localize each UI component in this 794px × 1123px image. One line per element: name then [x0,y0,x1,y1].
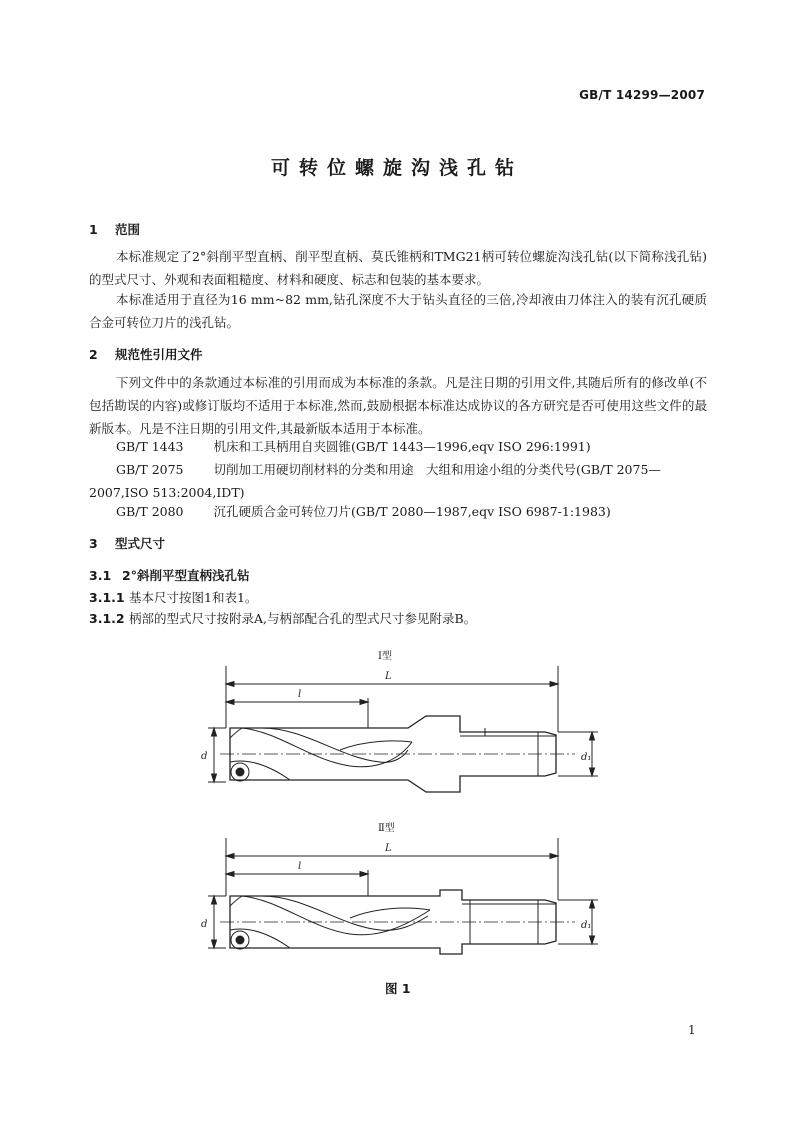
arrow-head [212,728,217,736]
insert-screw [236,936,244,944]
flute-line [230,896,242,906]
reference-code: GB/T 1443 [116,439,184,454]
standard-code: GB/T 14299—2007 [579,88,705,102]
flute-line [242,896,430,935]
section-1-heading [89,220,140,238]
section-3-heading [89,534,165,552]
page-number: 1 [688,1023,696,1037]
section-number: 2 [89,347,98,362]
arrow-head [360,872,368,877]
reference-text: 沉孔硬质合金可转位刀片(GB/T 2080—1987,eqv ISO 6987-1:1983) [213,504,611,519]
arrow-head [226,854,234,859]
clause-number: 3.1.2 [89,611,125,626]
section-1-paragraph-1: 本标准规定了2°斜削平型直柄、削平型直柄、莫氏锥柄和TMG21柄可转位螺旋沟浅孔钻(以下简称浅孔钻)的型式尺寸、外观和表面粗糙度、材料和硬度、标志和包装的基本要求。 [89,249,707,287]
reference-item [89,458,707,504]
arrow-head [212,774,217,782]
document-title: 可转位螺旋沟浅孔钻 [270,157,523,179]
reference-text: 机床和工具柄用自夹圆锥(GB/T 1443—1996,eqv ISO 296:1991) [213,439,591,454]
section-title: 范围 [115,222,141,237]
flute-line [350,908,430,918]
section-2-intro: 下列文件中的条款通过本标准的引用而成为本标准的条款。凡是注日期的引用文件,其随后所有的修改单(不包括勘误的内容)或修订版均不适用于本标准,然而,鼓励根据本标准达成协议的各方研究是否可使用这些文件的最新版本。凡是不注日期的引用文件,其最新版本适用于本标准。 [89,375,707,436]
reference-item [89,500,707,523]
section-number: 1 [89,222,98,237]
insert-screw [236,768,244,776]
arrow-head [590,768,595,776]
label-L: L [385,843,392,854]
drill-drawing-type-1 [190,662,610,802]
arrow-head [590,732,595,740]
section-2-heading [89,345,203,363]
label-l: l [298,861,302,872]
arrow-head [212,896,217,904]
clause-3-1-2 [89,609,476,627]
arrow-head [212,940,217,948]
drill-drawing-type-2 [190,834,610,974]
reference-code: GB/T 2080 [116,504,184,519]
flute-line [230,728,242,738]
clause-number: 3.1.1 [89,590,125,605]
reference-code: GB/T 2075 [116,462,184,477]
clause-text: 柄部的型式尺寸按附录A,与柄部配合孔的型式尺寸参见附录B。 [129,611,477,626]
section-3-1-heading [89,566,249,584]
section-title: 规范性引用文件 [115,347,203,362]
figure-type-1-label: Ⅰ型 [378,651,392,662]
section-title: 型式尺寸 [115,536,166,551]
section-1-paragraph-2: 本标准适用于直径为16 mm~82 mm,钻孔深度不大于钻头直径的三倍,冷却液由刀体注入的装有沉孔硬质合金可转位刀片的浅孔钻。 [89,292,707,330]
reference-text: 切削加工用硬切削材料的分类和用途 大组和用途小组的分类代号(GB/T 2075—2007,ISO 513:2004,IDT) [89,462,661,500]
label-l: l [298,689,302,700]
label-d1: d₁ [581,920,592,931]
arrow-head [550,854,558,859]
flute-line [262,728,408,762]
arrow-head [360,700,368,705]
section-number: 3 [89,536,98,551]
arrow-head [590,900,595,908]
figure-type-2-label: Ⅱ型 [378,823,395,834]
section-number: 3.1 [89,568,112,583]
clause-3-1-1 [89,588,257,606]
arrow-head [590,936,595,944]
reference-item [89,435,707,458]
label-d1: d₁ [581,752,592,763]
clause-text: 基本尺寸按图1和表1。 [129,590,258,605]
section-title: 2°斜削平型直柄浅孔钻 [122,568,250,583]
flute-line [340,741,412,750]
figure-caption: 图 1 [385,981,411,996]
label-d: d [201,919,208,930]
label-L: L [385,671,392,682]
label-d: d [201,751,208,762]
arrow-head [550,682,558,687]
flute-line [242,728,412,767]
arrow-head [226,700,234,705]
arrow-head [226,682,234,687]
arrow-head [226,872,234,877]
